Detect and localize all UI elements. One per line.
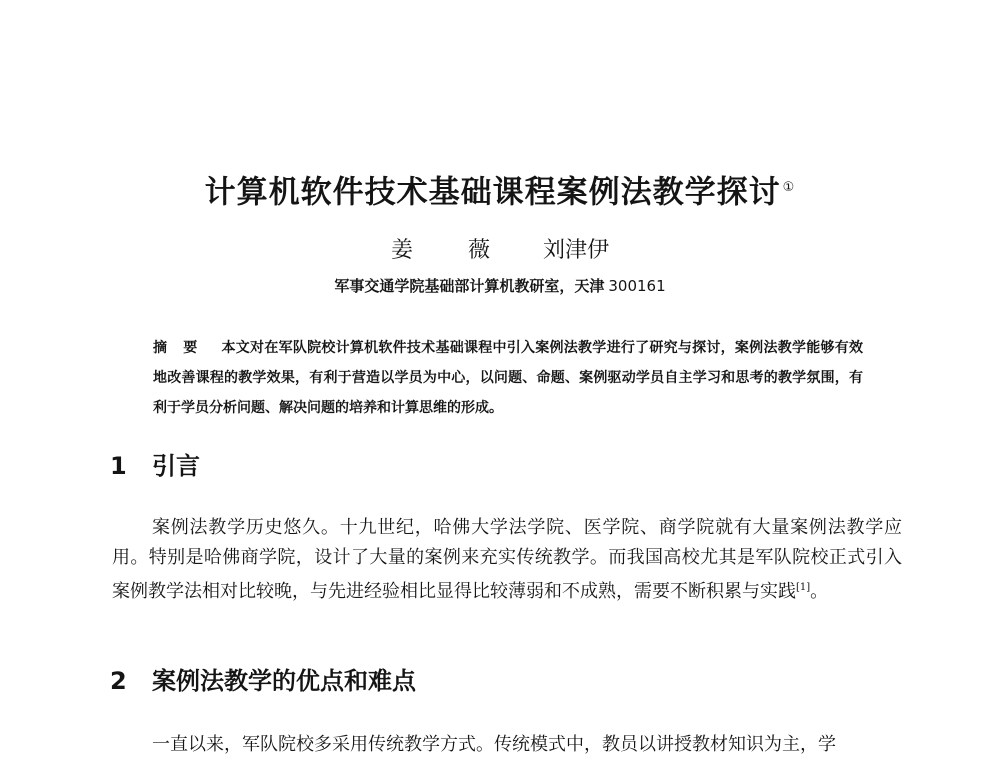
paragraph-text: 一直以来，军队院校多采用传统教学方式。传统模式中，教员以讲授教材知识为主，学 — [152, 734, 836, 755]
paragraph-text: 案例法教学历史悠久。十九世纪，哈佛大学法学院、医学院、商学院就有大量案例法教学应用。特别是哈佛商学院，设计了大量的案例来充实传统教学。而我国高校尤其是军队院校正式引入案例教学法相对比较晚，与先进经验相比显得比较薄弱和不成熟，需要不断积累与实践 — [112, 517, 902, 602]
citation-marker: [1] — [796, 582, 811, 593]
abstract-label: 摘要 — [153, 340, 214, 356]
paper-title-text: 计算机软件技术基础课程案例法教学探讨 — [204, 174, 781, 211]
affiliation — [0, 275, 1000, 297]
title-footnote-marker: ① — [782, 180, 796, 195]
author-name: 刘津伊 — [542, 238, 609, 263]
author-list — [0, 236, 1000, 266]
abstract — [153, 333, 863, 423]
section-paragraph — [112, 730, 902, 760]
section-title: 案例法教学的优点和难点 — [152, 667, 416, 695]
abstract-text: 本文对在军队院校计算机软件技术基础课程中引入案例法教学进行了研究与探讨，案例法教学能够有效地改善课程的教学效果，有利于营造以学员为中心，以问题、命题、案例驱动学员自主学习和思考的教学氛围，有利于学员分析问题、解决问题的培养和计算思维的形成。 — [153, 340, 864, 416]
section-number: 2 — [110, 667, 127, 695]
affiliation-text: 军事交通学院基础部计算机教研室，天津 — [334, 277, 605, 295]
postcode: 300161 — [608, 277, 666, 295]
section-number: 1 — [110, 452, 127, 480]
section-paragraph — [112, 513, 902, 607]
section-heading-pros-cons — [110, 664, 416, 698]
paper-title — [0, 166, 1000, 214]
section-title: 引言 — [152, 452, 200, 480]
paragraph-end: 。 — [810, 581, 829, 602]
author-name: 姜 薇 — [390, 238, 514, 263]
section-heading-intro — [110, 449, 200, 483]
